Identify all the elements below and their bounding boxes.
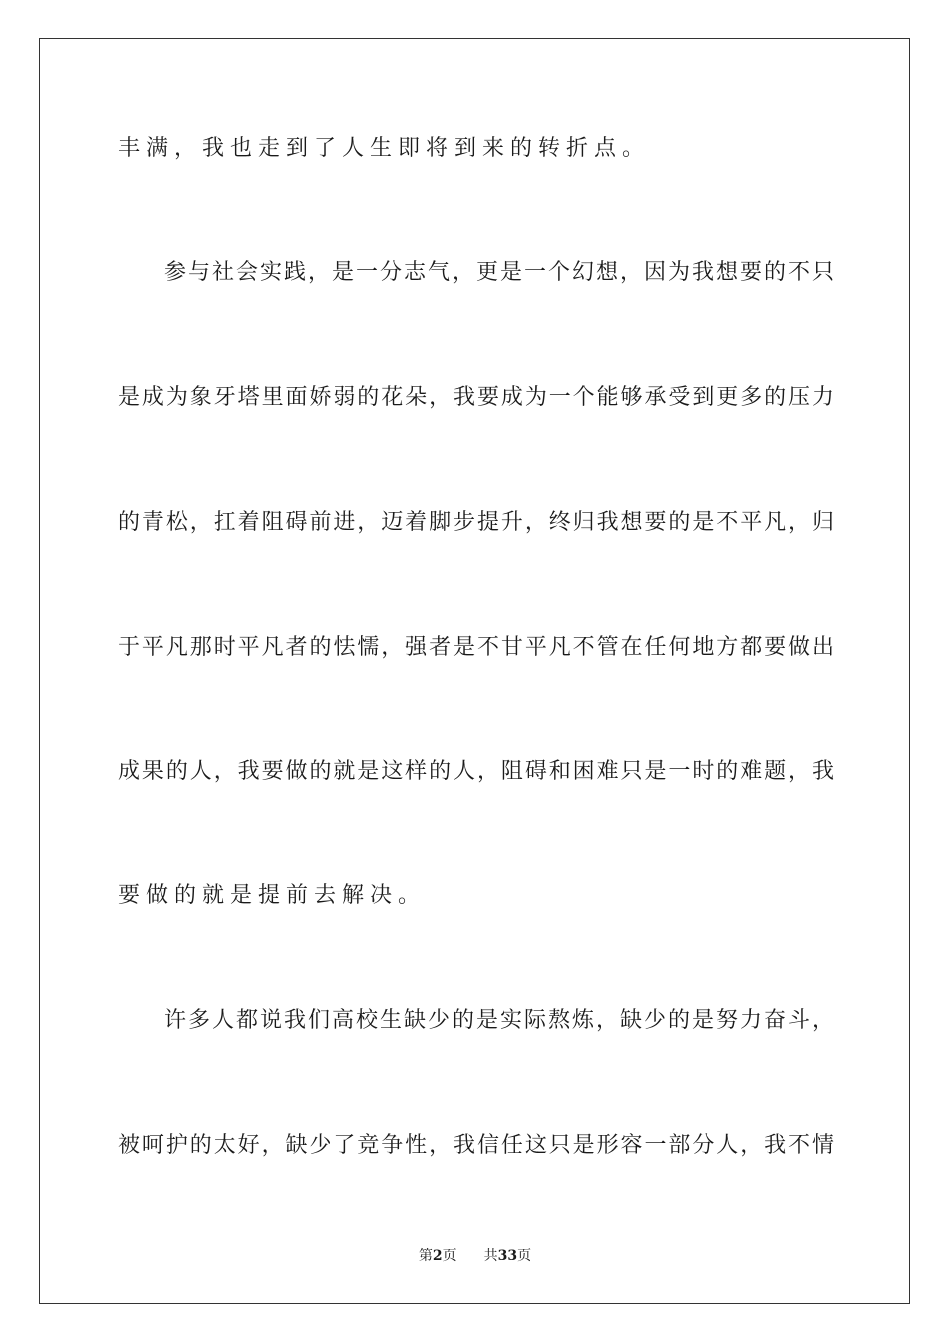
page-border [39,38,910,1304]
paragraph-line: 的青松，扛着阻碍前进，迈着脚步提升，终归我想要的是不平凡，归 [118,510,834,535]
paragraph-line: 要做的就是提前去解决。 [118,883,427,908]
paragraph-line: 是成为象牙塔里面娇弱的花朵，我要成为一个能够承受到更多的压力 [118,385,834,410]
paragraph-line: 成果的人，我要做的就是这样的人，阻碍和困难只是一时的难题，我 [118,759,834,784]
page-prefix: 第 [418,1248,433,1264]
page-number [419,1246,457,1266]
paragraph-line: 丰满，我也走到了人生即将到来的转折点。 [118,136,651,161]
paragraph-line: 参与社会实践，是一分志气，更是一个幻想，因为我想要的不只 [164,260,834,285]
total-suffix: 页 [517,1248,532,1264]
total-pages: 33 [497,1248,518,1264]
current-page: 2 [432,1248,443,1264]
page-footer [0,1246,950,1266]
paragraph-line: 许多人都说我们高校生缺少的是实际熬炼，缺少的是努力奋斗， [164,1008,834,1033]
paragraph-line: 于平凡那时平凡者的怯懦，强者是不甘平凡不管在任何地方都要做出 [118,635,834,660]
paragraph-line: 被呵护的太好，缺少了竞争性，我信任这只是形容一部分人，我不情 [118,1133,834,1158]
page-suffix: 页 [442,1248,457,1264]
page-total [484,1246,531,1266]
total-prefix: 共 [483,1248,498,1264]
